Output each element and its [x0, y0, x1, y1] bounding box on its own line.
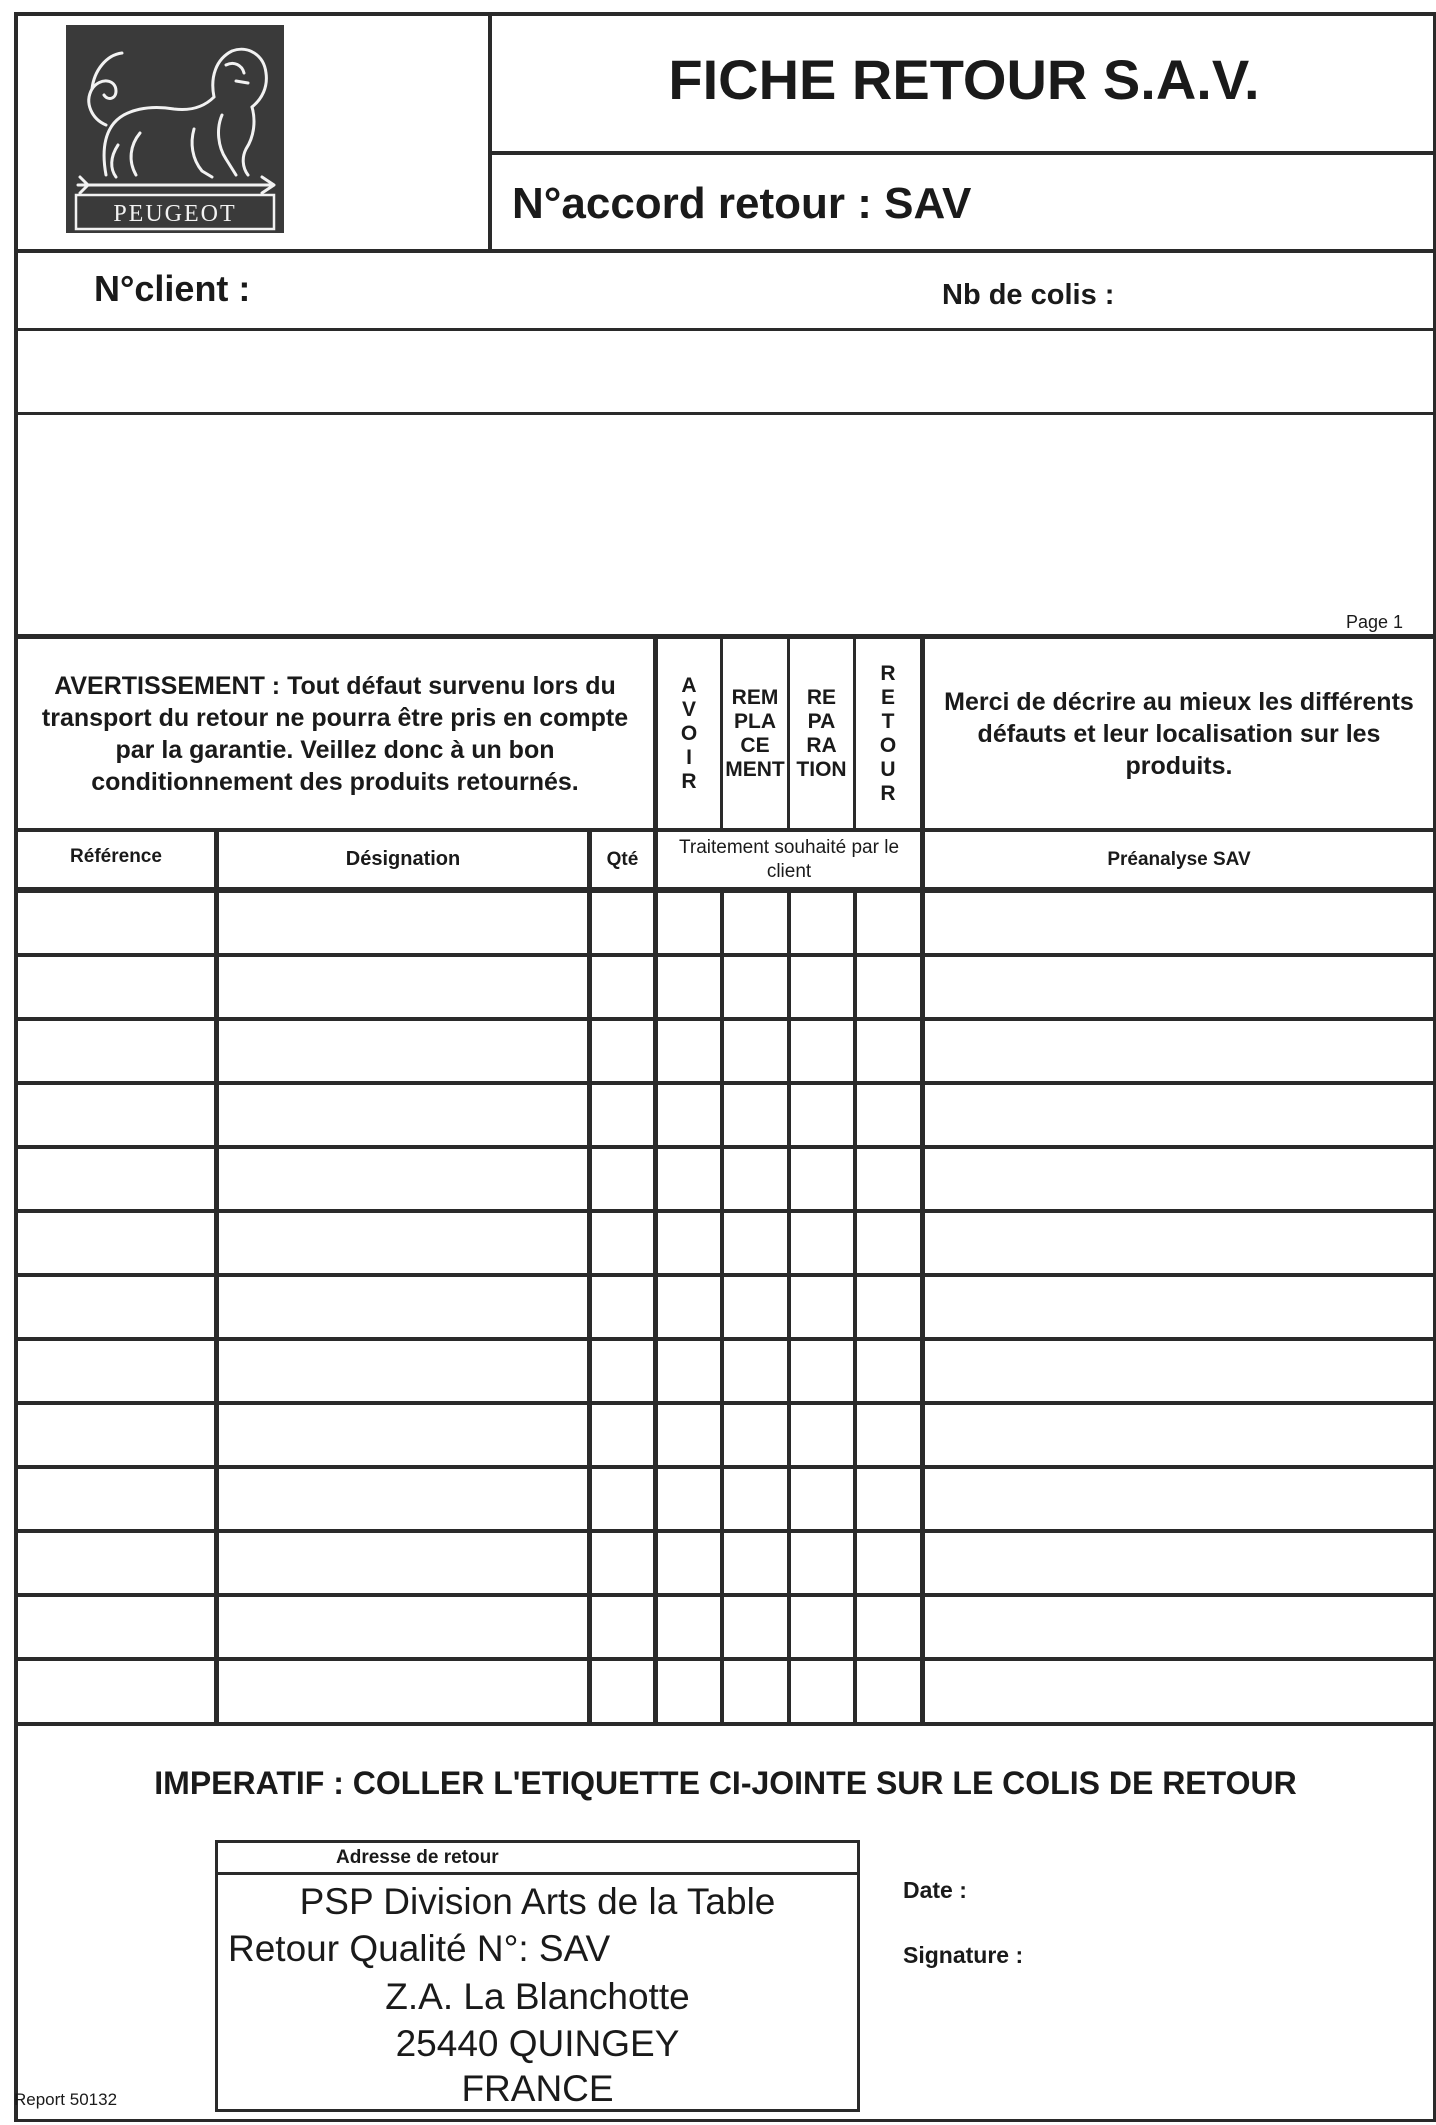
- column-preanalyse: Préanalyse SAV: [1107, 848, 1251, 870]
- page-title: FICHE RETOUR S.A.V.: [668, 48, 1260, 111]
- table-row[interactable]: [18, 957, 1433, 1017]
- signature-field[interactable]: [1050, 1935, 1420, 2075]
- table-row[interactable]: [18, 1405, 1433, 1465]
- table-row[interactable]: [18, 1597, 1433, 1657]
- logo-brand-text: PEUGEOT: [113, 201, 237, 227]
- column-designation: Désignation: [345, 848, 461, 870]
- date-label: Date :: [903, 1877, 967, 1903]
- table-row[interactable]: [18, 893, 1433, 953]
- address-title: Adresse de retour: [218, 1843, 857, 1875]
- treatment-retour: R E T O U R: [879, 661, 897, 805]
- package-count-label: Nb de colis :: [942, 279, 1115, 311]
- table-row[interactable]: [18, 1277, 1433, 1337]
- column-reference: Référence: [70, 846, 162, 867]
- table-row[interactable]: [18, 1533, 1433, 1593]
- treatment-remplacement: REM PLA CE MENT: [725, 685, 785, 781]
- signature-label: Signature :: [903, 1942, 1024, 1968]
- warning-text: AVERTISSEMENT : Tout défaut survenu lors du transport du retour ne pourra être pris en compte par la garantie. Veillez donc à un bon conditionnement des produits retournés.: [41, 671, 629, 796]
- address-line: 25440 QUINGEY: [395, 2023, 680, 2064]
- table-row[interactable]: [18, 1021, 1433, 1081]
- table-row[interactable]: [18, 1085, 1433, 1145]
- column-qte: Qté: [606, 848, 639, 870]
- return-address-box: [215, 1840, 860, 2112]
- treatment-avoir: A V O I R: [680, 673, 698, 793]
- treatment-reparation: RE PA RA TION: [796, 685, 847, 781]
- table-row[interactable]: [18, 1469, 1433, 1529]
- table-row[interactable]: [18, 1341, 1433, 1401]
- peugeot-logo: [66, 25, 284, 233]
- date-field[interactable]: [990, 1870, 1410, 1910]
- table-row[interactable]: [18, 1661, 1433, 1722]
- table-body: [18, 893, 1433, 1722]
- address-line: PSP Division Arts de la Table: [299, 1881, 776, 1922]
- address-line: Retour Qualité N°: SAV: [228, 1928, 611, 1969]
- report-number: Report 50132: [14, 2090, 118, 2109]
- imperatif-notice: IMPERATIF : COLLER L'ETIQUETTE CI-JOINTE SUR LE COLIS DE RETOUR: [154, 1765, 1297, 1801]
- client-number-label: N°client :: [94, 268, 251, 309]
- table-row[interactable]: [18, 1213, 1433, 1273]
- client-info-field[interactable]: [18, 331, 1433, 412]
- address-line: Z.A. La Blanchotte: [385, 1976, 690, 2017]
- table-row[interactable]: [18, 1149, 1433, 1209]
- page-number: Page 1: [1346, 612, 1404, 632]
- column-traitement: Traitement souhaité par le client: [678, 836, 900, 882]
- client-address-field[interactable]: [18, 415, 1433, 634]
- address-line: FRANCE: [461, 2068, 614, 2109]
- accord-retour-label: N°accord retour : SAV: [512, 179, 972, 228]
- instructions-text: Merci de décrire au mieux les différents défauts et leur localisation sur les produits.: [944, 687, 1414, 780]
